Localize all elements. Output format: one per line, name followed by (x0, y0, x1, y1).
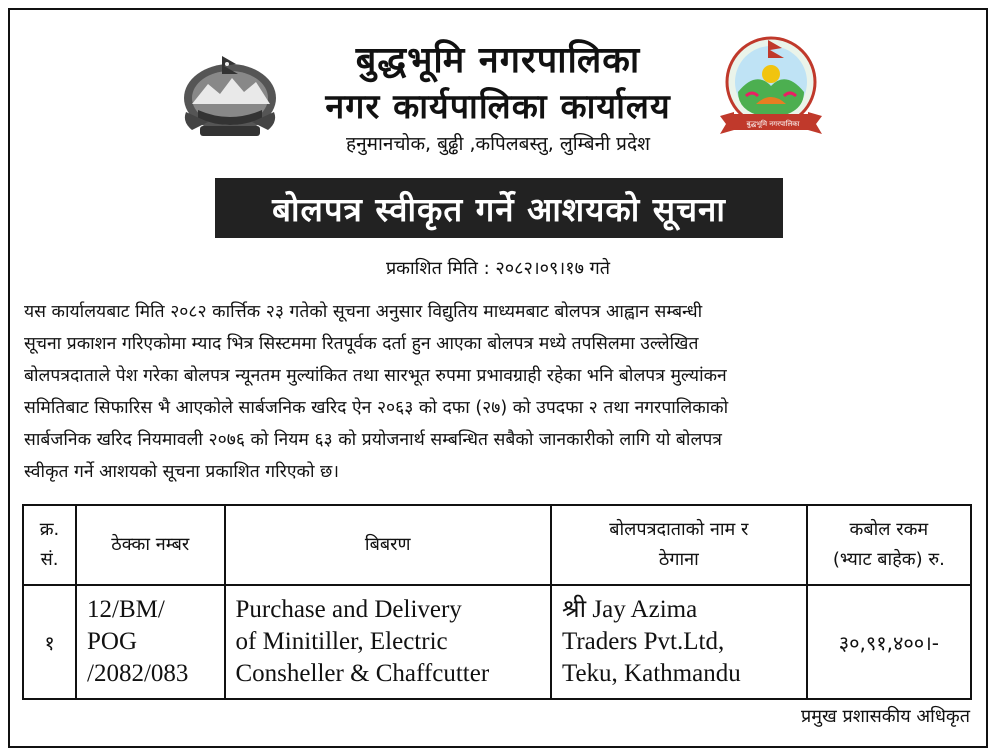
header-serial (23, 505, 76, 585)
body-line: यस कार्यालयबाट मिति २०८२ कार्त्तिक २३ गतेको सूचना अनुसार विद्युतिय माध्यमबाट बोलपत्र आह्वान सम्बन्धी (24, 302, 703, 322)
description-line: of Minitiller, Electric (235, 628, 448, 655)
contract-no-line: 12/BM/ (87, 596, 165, 623)
bidder-line: श्री Jay Azima (561, 596, 698, 623)
cell-contract-no (76, 585, 224, 699)
bidder-line: Teku, Kathmandu (561, 660, 741, 687)
header-contract-no: ठेक्का नम्बर (76, 505, 224, 585)
body-line: समितिबाट सिफारिस भै आएकोले सार्बजनिक खरिद ऐन २०६३ को दफा (२७) को उपदफा २ तथा नगरपालिकाको (24, 398, 729, 418)
table-row (23, 585, 971, 699)
header-amount (807, 505, 971, 585)
description-line: Purchase and Delivery (235, 596, 462, 623)
bid-table (22, 504, 972, 700)
body-line: बोलपत्रदाताले पेश गरेका बोलपत्र न्यूनतम मुल्यांकित तथा सारभूत रुपमा प्रभावग्राही रहेका भनि बोलपत्र मुल्यांकन (24, 366, 727, 386)
body-line: सार्बजनिक खरिद नियमावली २०७६ को नियम ६३ को प्रयोजनार्थ सम्बन्धित सबैको जानकारीको लागि यो बोलपत्र (24, 430, 722, 450)
notice-title-banner: बोलपत्र स्वीकृत गर्ने आशयको सूचना (215, 178, 783, 238)
contract-no-line: /2082/083 (87, 660, 189, 687)
header-serial-line1: क्र. (39, 519, 60, 540)
office-name: नगर कार्यपालिका कार्यालय (325, 87, 671, 127)
description-line: Consheller & Chaffcutter (235, 660, 490, 687)
header-amount-line1: कबोल रकम (849, 519, 929, 540)
contract-no-line: POG (87, 628, 138, 655)
office-address: हनुमानचोक, बुढ्ढी ,कपिलबस्तु, लुम्बिनी प्रदेश (346, 133, 650, 155)
cell-description (225, 585, 551, 699)
signatory-title: प्रमुख प्रशासकीय अधिकृत (801, 706, 970, 727)
notice-body (24, 296, 974, 488)
bidder-line: Traders Pvt.Ltd, (561, 628, 725, 655)
header-amount-line2: (भ्याट बाहेक) रु. (832, 549, 945, 570)
municipality-name: बुद्धभूमि नगरपालिका (355, 40, 641, 81)
header-bidder-line1: बोलपत्रदाताको नाम र (609, 519, 749, 540)
table-header-row (23, 505, 971, 585)
published-date: प्रकाशित मिति : २०८२।०९।१७ गते (385, 258, 611, 279)
cell-bidder (551, 585, 807, 699)
header-bidder (551, 505, 807, 585)
body-line: सूचना प्रकाशन गरिएकोमा म्याद भित्र सिस्टममा रितपूर्वक दर्ता हुन आएका बोलपत्र मध्ये तपसिलमा उल्लेखित (24, 334, 699, 354)
header-serial-line2: सं. (40, 549, 59, 570)
cell-serial: १ (23, 585, 76, 699)
header-description: बिबरण (225, 505, 551, 585)
body-line: स्वीकृत गर्ने आशयको सूचना प्रकाशित गरिएको छ। (24, 462, 339, 482)
municipality-logo-text: बुद्धभूमि नगरपालिका (746, 120, 800, 128)
cell-amount: ३०,९१,४००।- (807, 585, 971, 699)
header-bidder-line2: ठेगाना (658, 549, 699, 570)
